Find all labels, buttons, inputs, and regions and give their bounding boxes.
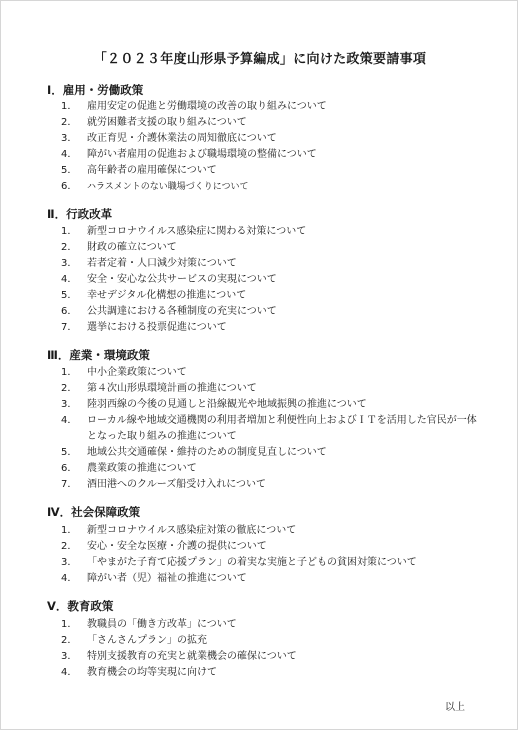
item-text: 改正育児・介護休業法の周知徹底について (87, 133, 277, 144)
item-text: 若者定着・人口減少対策について (87, 258, 237, 269)
item-text: 障がい者（児）福祉の推進について (87, 573, 247, 584)
item-number: 2． (61, 635, 78, 646)
item-number: 2． (61, 383, 78, 394)
item-number: 4． (61, 149, 78, 160)
item-number: 7． (61, 322, 78, 333)
item-text: 陸羽西線の今後の見通しと沿線観光や地域振興の推進について (87, 399, 367, 410)
item-text: 特別支援教育の充実と就業機会の確保について (87, 651, 297, 662)
item-number: 5． (61, 290, 78, 301)
item-number: 3． (61, 557, 78, 568)
document-title: 「２０２３年度山形県予算編成」に向けた政策要請事項 (93, 52, 427, 67)
item-number: 1． (61, 619, 78, 630)
item-text: 幸せデジタル化構想の推進について (87, 290, 247, 301)
section-heading-social-security: Ⅳ．社会保障政策 (47, 505, 141, 519)
item-number: 1． (61, 226, 78, 237)
item-text: 「さんさんプラン」の拡充 (87, 635, 207, 646)
item-text: 高年齢者の雇用確保について (87, 165, 217, 176)
item-number: 4． (61, 667, 78, 678)
item-number: 3． (61, 651, 78, 662)
item-number: 3． (61, 258, 78, 269)
item-number: 4． (61, 274, 78, 285)
item-number: 1． (61, 525, 78, 536)
item-number: 4． (61, 415, 78, 426)
item-number: 3． (61, 133, 78, 144)
item-text: 「やまがた子育て応援プラン」の着実な実施と子どもの貧困対策について (87, 557, 417, 568)
item-text: 雇用安定の促進と労働環境の改善の取り組みについて (87, 101, 327, 112)
item-text: ローカル線や地域交通機関の利用者増加と利便性向上およびＩＴを活用した官民が一体となった取り組みの推進について (87, 415, 477, 442)
item-number: 1． (61, 101, 78, 112)
item-number: 1． (61, 367, 78, 378)
item-text: 酒田港へのクルーズ船受け入れについて (87, 479, 266, 490)
item-text: 農業政策の推進について (87, 463, 197, 474)
item-text: 財政の確立について (87, 242, 177, 253)
item-number: 7． (61, 479, 78, 490)
item-number: 2． (61, 541, 78, 552)
item-text: 教職員の「働き方改革」について (87, 619, 237, 630)
section-heading-industry-environment: Ⅲ．産業・環境政策 (47, 348, 150, 362)
item-text: 新型コロナウイルス感染症に関わる対策について (87, 226, 307, 237)
item-number: 2． (61, 242, 78, 253)
item-text: 就労困難者支援の取り組みについて (87, 117, 247, 128)
item-text: 障がい者雇用の促進および職場環境の整備について (87, 149, 317, 160)
section-heading-education: Ⅴ．教育政策 (47, 599, 114, 613)
item-text: 安全・安心な公共サービスの実現について (87, 274, 277, 285)
item-text: 第４次山形県環境計画の推進について (87, 383, 257, 394)
closing-mark: 以上 (445, 702, 465, 713)
item-text: 選挙における投票促進について (87, 322, 227, 333)
item-number: 4． (61, 573, 78, 584)
item-text: 教育機会の均等実現に向けて (87, 667, 217, 678)
item-number: 2． (61, 117, 78, 128)
item-number: 6． (61, 306, 78, 317)
item-text: 公共調達における各種制度の充実について (87, 306, 277, 317)
section-heading-administrative-reform: Ⅱ．行政改革 (47, 207, 113, 221)
item-number: 5． (61, 447, 78, 458)
item-text: ハラスメントのない職場づくりについて (87, 182, 249, 192)
item-text: 安心・安全な医療・介護の提供について (87, 541, 267, 552)
item-number: 3． (61, 399, 78, 410)
item-number: 5． (61, 165, 78, 176)
item-text: 地域公共交通確保・維持のための制度見直しについて (87, 447, 327, 458)
item-number: 6． (61, 181, 78, 192)
section-heading-employment: Ⅰ．雇用・労働政策 (47, 83, 144, 97)
item-number: 6． (61, 463, 78, 474)
item-text: 新型コロナウイルス感染症対策の徹底について (87, 525, 297, 536)
item-text: 中小企業政策について (87, 367, 187, 378)
